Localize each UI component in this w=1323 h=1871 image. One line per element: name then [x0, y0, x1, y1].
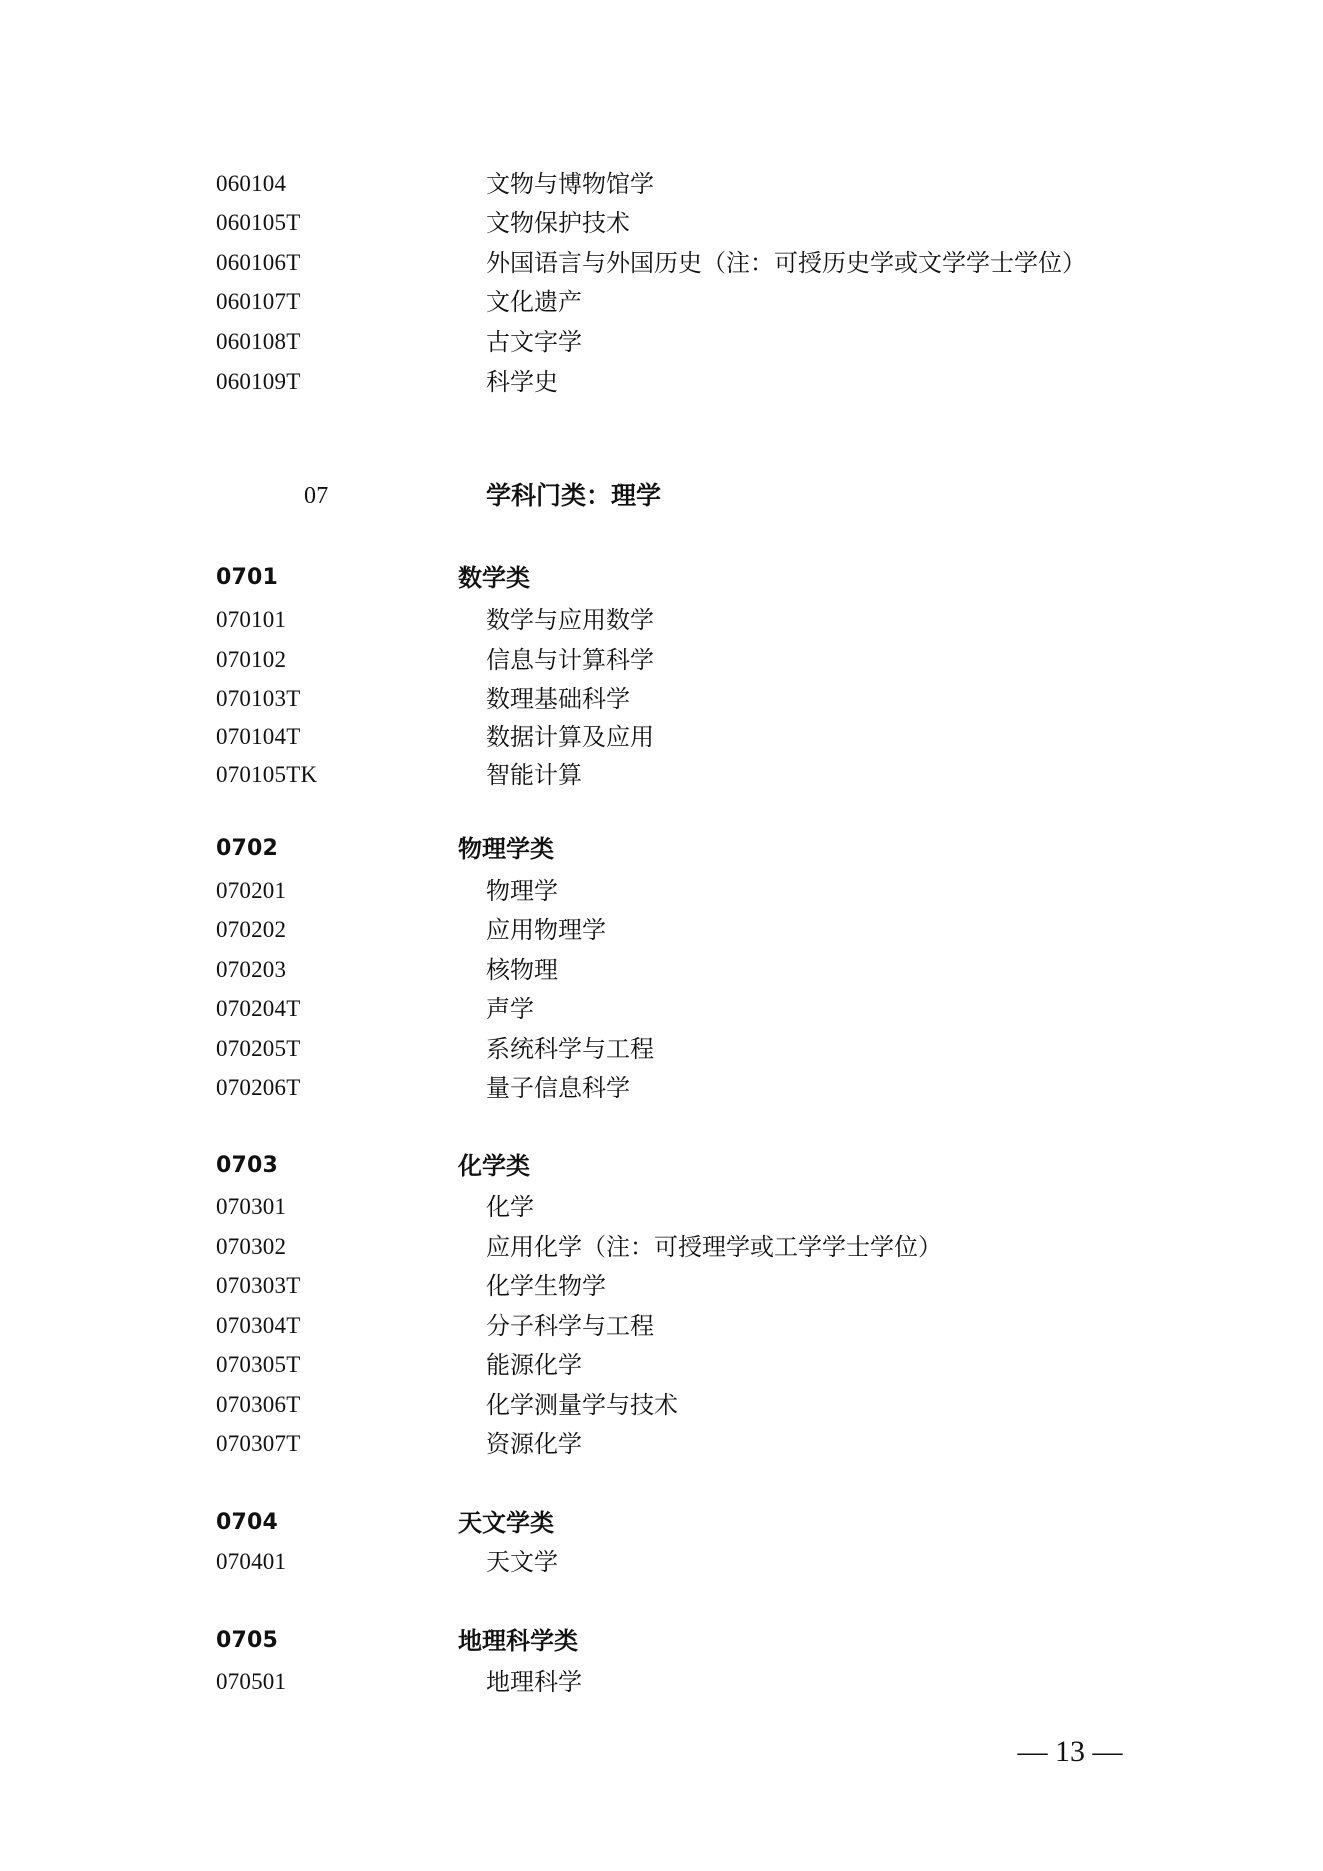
major-name: 分子科学与工程 [486, 1312, 654, 1340]
class-name: 物理学类 [458, 835, 554, 863]
major-name: 地理科学 [486, 1668, 582, 1696]
major-name: 资源化学 [486, 1430, 582, 1458]
list-item [0, 1029, 1323, 1069]
major-code: 070203 [216, 957, 287, 982]
list-item [0, 1385, 1323, 1425]
list-item [0, 1227, 1323, 1267]
class-heading [0, 558, 1323, 598]
major-code: 070304T [216, 1313, 301, 1338]
major-code: 070101 [216, 607, 287, 632]
major-name: 化学生物学 [486, 1272, 606, 1300]
list-item [0, 679, 1323, 719]
list-item [0, 910, 1323, 950]
major-code: 070201 [216, 878, 287, 903]
list-item [0, 600, 1323, 640]
major-code: 070501 [216, 1669, 287, 1694]
list-item [0, 1187, 1323, 1227]
list-item [0, 1424, 1323, 1464]
major-code: 070301 [216, 1194, 287, 1219]
major-name: 数理基础科学 [486, 685, 630, 713]
list-item [0, 871, 1323, 911]
class-code: 0704 [216, 1510, 279, 1535]
major-code: 070202 [216, 917, 287, 942]
list-item [0, 1306, 1323, 1346]
major-name: 文化遗产 [486, 288, 582, 316]
major-name: 能源化学 [486, 1351, 582, 1379]
class-heading [0, 1621, 1323, 1661]
list-item [0, 755, 1323, 795]
major-name: 文物保护技术 [486, 209, 630, 237]
major-code: 070204T [216, 996, 301, 1021]
list-item [0, 164, 1323, 204]
class-code: 0701 [216, 565, 279, 590]
major-name: 量子信息科学 [486, 1074, 630, 1102]
class-name: 化学类 [458, 1152, 530, 1180]
major-code: 070302 [216, 1234, 287, 1259]
major-code: 070306T [216, 1392, 301, 1417]
category-name: 学科门类：理学 [486, 481, 662, 510]
major-code: 060106T [216, 250, 301, 275]
major-code: 070205T [216, 1036, 301, 1061]
major-name: 文物与博物馆学 [486, 170, 654, 198]
class-name: 天文学类 [458, 1509, 554, 1537]
list-item [0, 1068, 1323, 1108]
major-code: 070401 [216, 1549, 287, 1574]
list-item [0, 362, 1323, 402]
class-heading [0, 829, 1323, 869]
list-item [0, 1345, 1323, 1385]
major-name: 古文字学 [486, 328, 582, 356]
page-number: — 13 — [1017, 1735, 1123, 1768]
class-code: 0705 [216, 1628, 279, 1653]
class-heading [0, 1146, 1323, 1186]
major-name: 外国语言与外国历史（注：可授历史学或文学学士学位） [486, 249, 1086, 277]
major-code: 060108T [216, 329, 301, 354]
major-code: 070303T [216, 1273, 301, 1298]
list-item [0, 1662, 1323, 1702]
category-heading [0, 474, 1323, 518]
major-name: 应用物理学 [486, 916, 606, 944]
major-name: 科学史 [486, 368, 558, 396]
list-item [0, 1542, 1323, 1582]
major-code: 070104T [216, 724, 301, 749]
major-name: 化学 [486, 1193, 534, 1221]
major-name: 应用化学（注：可授理学或工学学士学位） [486, 1233, 942, 1261]
major-name: 核物理 [486, 956, 558, 984]
list-item [0, 950, 1323, 990]
category-code: 07 [304, 483, 329, 509]
list-item [0, 203, 1323, 243]
major-name: 数学与应用数学 [486, 606, 654, 634]
major-code: 060105T [216, 210, 301, 235]
major-code: 060109T [216, 369, 301, 394]
major-name: 信息与计算科学 [486, 646, 654, 674]
major-code: 070102 [216, 647, 287, 672]
major-code: 060107T [216, 289, 301, 314]
class-heading [0, 1503, 1323, 1543]
major-code: 070305T [216, 1352, 301, 1377]
list-item [0, 322, 1323, 362]
major-name: 物理学 [486, 877, 558, 905]
list-item [0, 1266, 1323, 1306]
major-code: 070103T [216, 686, 301, 711]
list-item [0, 282, 1323, 322]
list-item [0, 243, 1323, 283]
class-name: 地理科学类 [458, 1627, 578, 1655]
list-item [0, 717, 1323, 757]
class-code: 0702 [216, 836, 279, 861]
major-code: 060104 [216, 171, 287, 196]
major-name: 化学测量学与技术 [486, 1391, 678, 1419]
major-name: 数据计算及应用 [486, 723, 654, 751]
major-code: 070206T [216, 1075, 301, 1100]
list-item [0, 989, 1323, 1029]
major-name: 声学 [486, 995, 534, 1023]
major-name: 系统科学与工程 [486, 1035, 654, 1063]
list-item [0, 640, 1323, 680]
major-code: 070105TK [216, 762, 318, 787]
major-name: 智能计算 [486, 761, 582, 789]
major-name: 天文学 [486, 1548, 558, 1576]
class-code: 0703 [216, 1153, 279, 1178]
major-code: 070307T [216, 1431, 301, 1456]
class-name: 数学类 [458, 564, 530, 592]
